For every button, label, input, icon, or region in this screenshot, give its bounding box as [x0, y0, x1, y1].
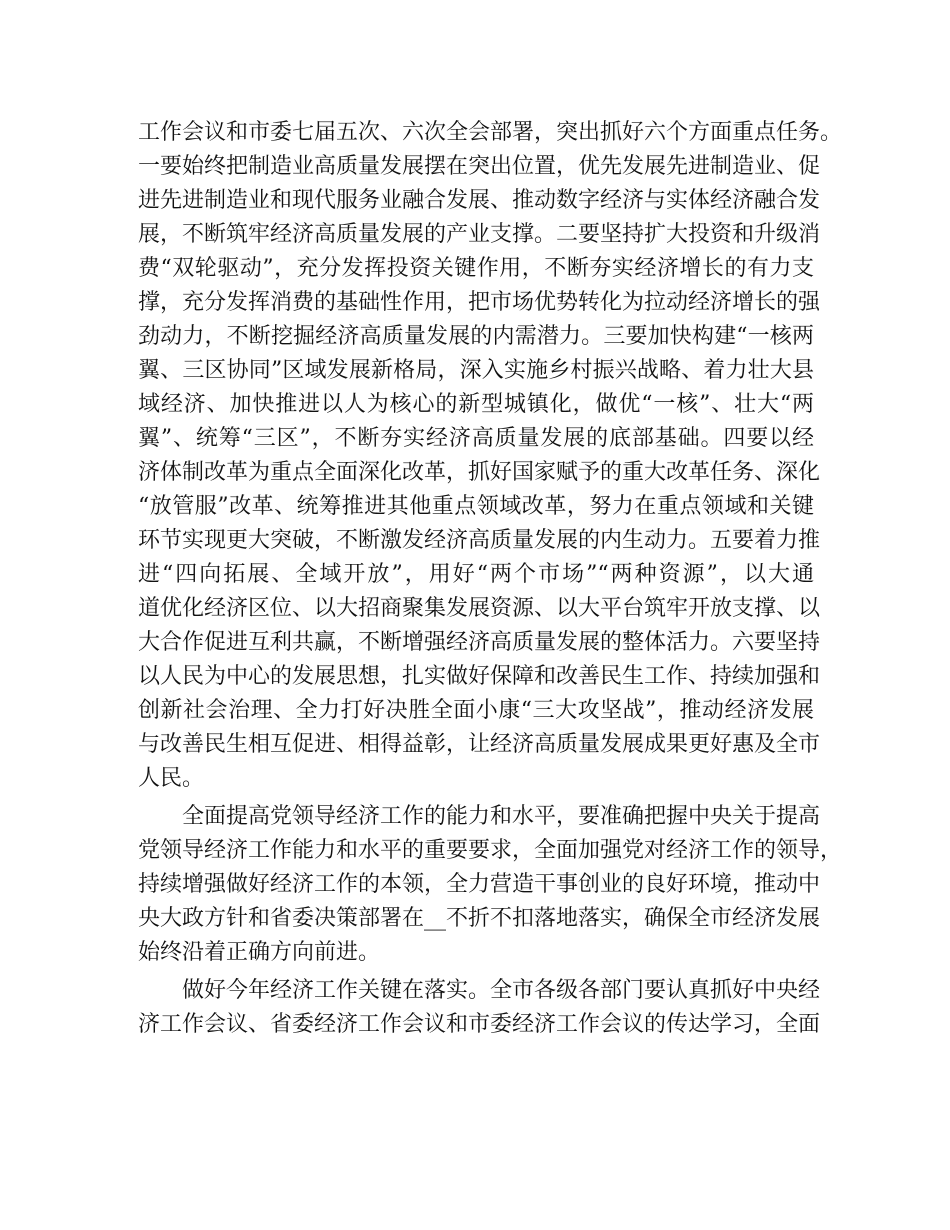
text-line: 全面提高党领导经济工作的能力和水平，要准确把握中央关于提高: [182, 804, 821, 829]
text-line: 持续增强做好经济工作的本领，全力营造干事创业的良好环境，推动中: [138, 872, 821, 897]
text-line: 以人民为中心的发展思想，扎实做好保障和改善民生工作、持续加强和: [138, 664, 821, 689]
document-body: [138, 116, 843, 1042]
text-line: 济工作会议、省委经济工作会议和市委经济工作会议的传达学习，全面: [138, 1012, 821, 1037]
text-line: 环节实现更大突破，不断激发经济高质量发展的内生动力。五要着力推: [138, 528, 821, 553]
text-line: 域经济、加快推进以人为核心的新型城镇化，做优“一核”、壮大“两: [138, 392, 814, 417]
paragraph: [138, 800, 843, 970]
paragraph: [138, 116, 843, 796]
text-line: 翼”、统筹“三区”，不断夯实经济高质量发展的底部基础。四要以经: [138, 426, 814, 451]
text-line: 劲动力，不断挖掘经济高质量发展的内需潜力。三要加快构建“一核两: [138, 324, 814, 349]
text-line: 央大政方针和省委决策部署在__不折不扣落地落实，确保全市经济发展: [138, 906, 821, 931]
text-line: 党领导经济工作能力和水平的重要要求，全面加强党对经济工作的领导，: [138, 838, 843, 863]
text-line: 费“双轮驱动”，充分发挥投资关键作用，不断夯实经济增长的有力支: [138, 256, 814, 281]
text-line: 展，不断筑牢经济高质量发展的产业支撑。二要坚持扩大投资和升级消: [138, 222, 821, 247]
text-line: 撑，充分发挥消费的基础性作用，把市场优势转化为拉动经济增长的强: [138, 290, 821, 315]
text-line: 始终沿着正确方向前进。: [138, 940, 381, 965]
text-line: 进先进制造业和现代服务业融合发展、推动数字经济与实体经济融合发: [138, 188, 821, 213]
text-line: 人民。: [138, 766, 205, 791]
text-line: 进“四向拓展、全域开放”，用好“两个市场”“两种资源”，以大通: [138, 562, 814, 587]
text-line: 道优化经济区位、以大招商聚集发展资源、以大平台筑牢开放支撑、以: [138, 596, 821, 621]
text-line: “放管服”改革、统筹推进其他重点领域改革，努力在重点领域和关键: [138, 494, 814, 519]
text-line: 济体制改革为重点全面深化改革，抓好国家赋予的重大改革任务、深化: [138, 460, 821, 485]
paragraph: [138, 974, 821, 1042]
text-line: 创新社会治理、全力打好决胜全面小康“三大攻坚战”，推动经济发展: [138, 698, 814, 723]
text-line: 一要始终把制造业高质量发展摆在突出位置，优先发展先进制造业、促: [138, 154, 821, 179]
text-line: 翼、三区协同”区域发展新格局，深入实施乡村振兴战略、着力壮大县: [138, 358, 814, 383]
text-line: 大合作促进互利共赢，不断增强经济高质量发展的整体活力。六要坚持: [138, 630, 821, 655]
text-line: 工作会议和市委七届五次、六次全会部署，突出抓好六个方面重点任务。: [138, 120, 843, 145]
text-line: 与改善民生相互促进、相得益彰，让经济高质量发展成果更好惠及全市: [138, 732, 821, 757]
text-line: 做好今年经济工作关键在落实。全市各级各部门要认真抓好中央经: [182, 978, 821, 1003]
